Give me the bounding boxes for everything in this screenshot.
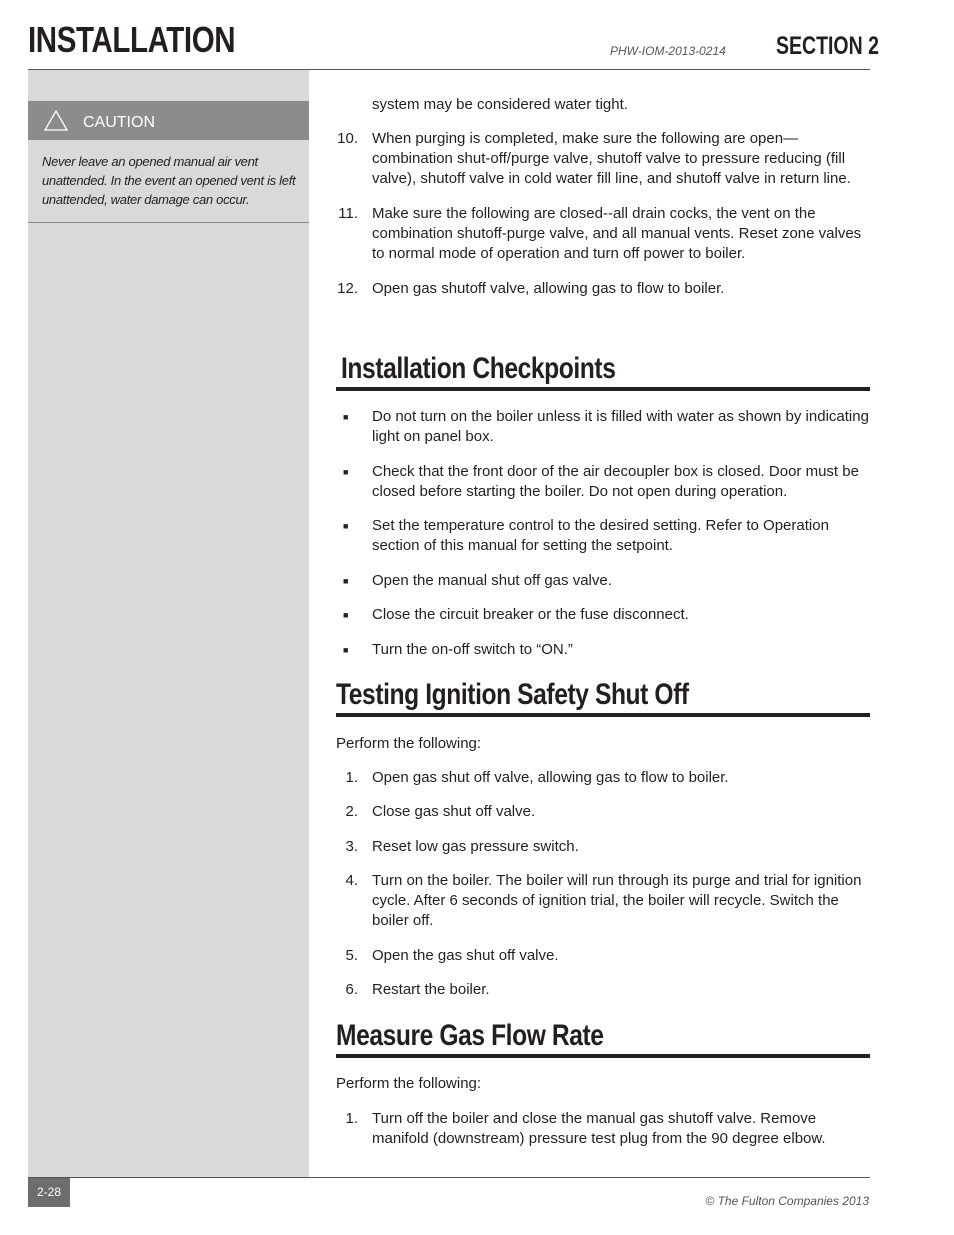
bullet-icon: ■ [343, 412, 349, 422]
copyright: © The Fulton Companies 2013 [705, 1194, 869, 1208]
list-number: 3. [345, 838, 358, 855]
section-heading: Measure Gas Flow Rate [336, 1019, 604, 1052]
section-label: SECTION 2 [776, 32, 879, 60]
caution-label: CAUTION [83, 114, 155, 131]
bullet-icon: ■ [343, 521, 349, 531]
continued-text: system may be considered water tight. [372, 96, 628, 113]
list-number: 2. [345, 803, 358, 820]
caution-banner [28, 101, 309, 140]
list-number: 11. [338, 205, 358, 222]
list-number: 10. [337, 130, 358, 147]
bullet-item: Open the manual shut off gas valve. [372, 572, 612, 589]
caution-text: Never leave an opened manual air vent unattended. In the event an opened vent is left unattended, water damage can occur. [42, 154, 296, 207]
list-item: Close gas shut off valve. [372, 803, 536, 820]
list-item: Turn on the boiler. The boiler will run through its purge and trial for ignition cycle. After 6 seconds of ignition trial, the boiler will recycle. Switch the boiler off. [372, 872, 862, 929]
list-item: Turn off the boiler and close the manual gas shutoff valve. Remove manifold (downstream) pressure test plug from the 90 degree elbow. [372, 1110, 826, 1147]
document-number: PHW-IOM-2013-0214 [610, 44, 726, 58]
bullet-item: Do not turn on the boiler unless it is filled with water as shown by indicating light on panel box. [372, 408, 869, 445]
list-number: 12. [337, 280, 358, 297]
heading-underline [336, 387, 870, 391]
list-item: Open gas shut off valve, allowing gas to flow to boiler. [372, 769, 729, 786]
list-item: Open the gas shut off valve. [372, 947, 559, 964]
bullet-icon: ■ [343, 576, 349, 586]
heading-underline [336, 1054, 870, 1058]
list-number: 4. [345, 872, 358, 889]
footer-divider [28, 1177, 870, 1178]
list-item: When purging is completed, make sure the following are open—combination shut-off/purge valve, shutoff valve to pressure reducing (fill valve), shutoff valve in cold water fill line, and shutoff valve in return line. [372, 130, 851, 187]
bullet-item: Close the circuit breaker or the fuse disconnect. [372, 606, 689, 623]
bullet-icon: ■ [343, 610, 349, 620]
list-number: 1. [345, 1110, 358, 1127]
section-heading: Installation Checkpoints [341, 352, 616, 385]
page-number: 2-28 [28, 1178, 70, 1207]
bullet-icon: ■ [343, 467, 349, 477]
bullet-item: Turn the on-off switch to “ON.” [372, 641, 573, 658]
section-heading: Testing Ignition Safety Shut Off [336, 678, 689, 711]
page-title: INSTALLATION [28, 19, 236, 60]
bullet-item: Set the temperature control to the desired setting. Refer to Operation section of this manual for setting the setpoint. [372, 517, 829, 554]
list-number: 5. [345, 947, 358, 964]
list-number: 6. [345, 981, 358, 998]
list-item: Open gas shutoff valve, allowing gas to flow to boiler. [372, 280, 725, 297]
intro-text: Perform the following: [336, 735, 482, 752]
heading-underline [336, 713, 870, 717]
intro-text: Perform the following: [336, 1075, 482, 1092]
sidebar [28, 70, 309, 1177]
list-item: Reset low gas pressure switch. [372, 838, 579, 855]
bullet-item: Check that the front door of the air decoupler box is closed. Door must be closed before starting the boiler. Do not open during operation. [372, 463, 859, 500]
caution-divider [28, 222, 309, 223]
bullet-icon: ■ [343, 645, 349, 655]
list-item: Restart the boiler. [372, 981, 490, 998]
list-item: Make sure the following are closed--all drain cocks, the vent on the combination shutoff-purge valve, and all manual vents. Reset zone valves to normal mode of operation and turn off power to boiler. [372, 205, 862, 262]
warning-triangle-icon [43, 109, 69, 133]
list-number: 1. [345, 769, 358, 786]
